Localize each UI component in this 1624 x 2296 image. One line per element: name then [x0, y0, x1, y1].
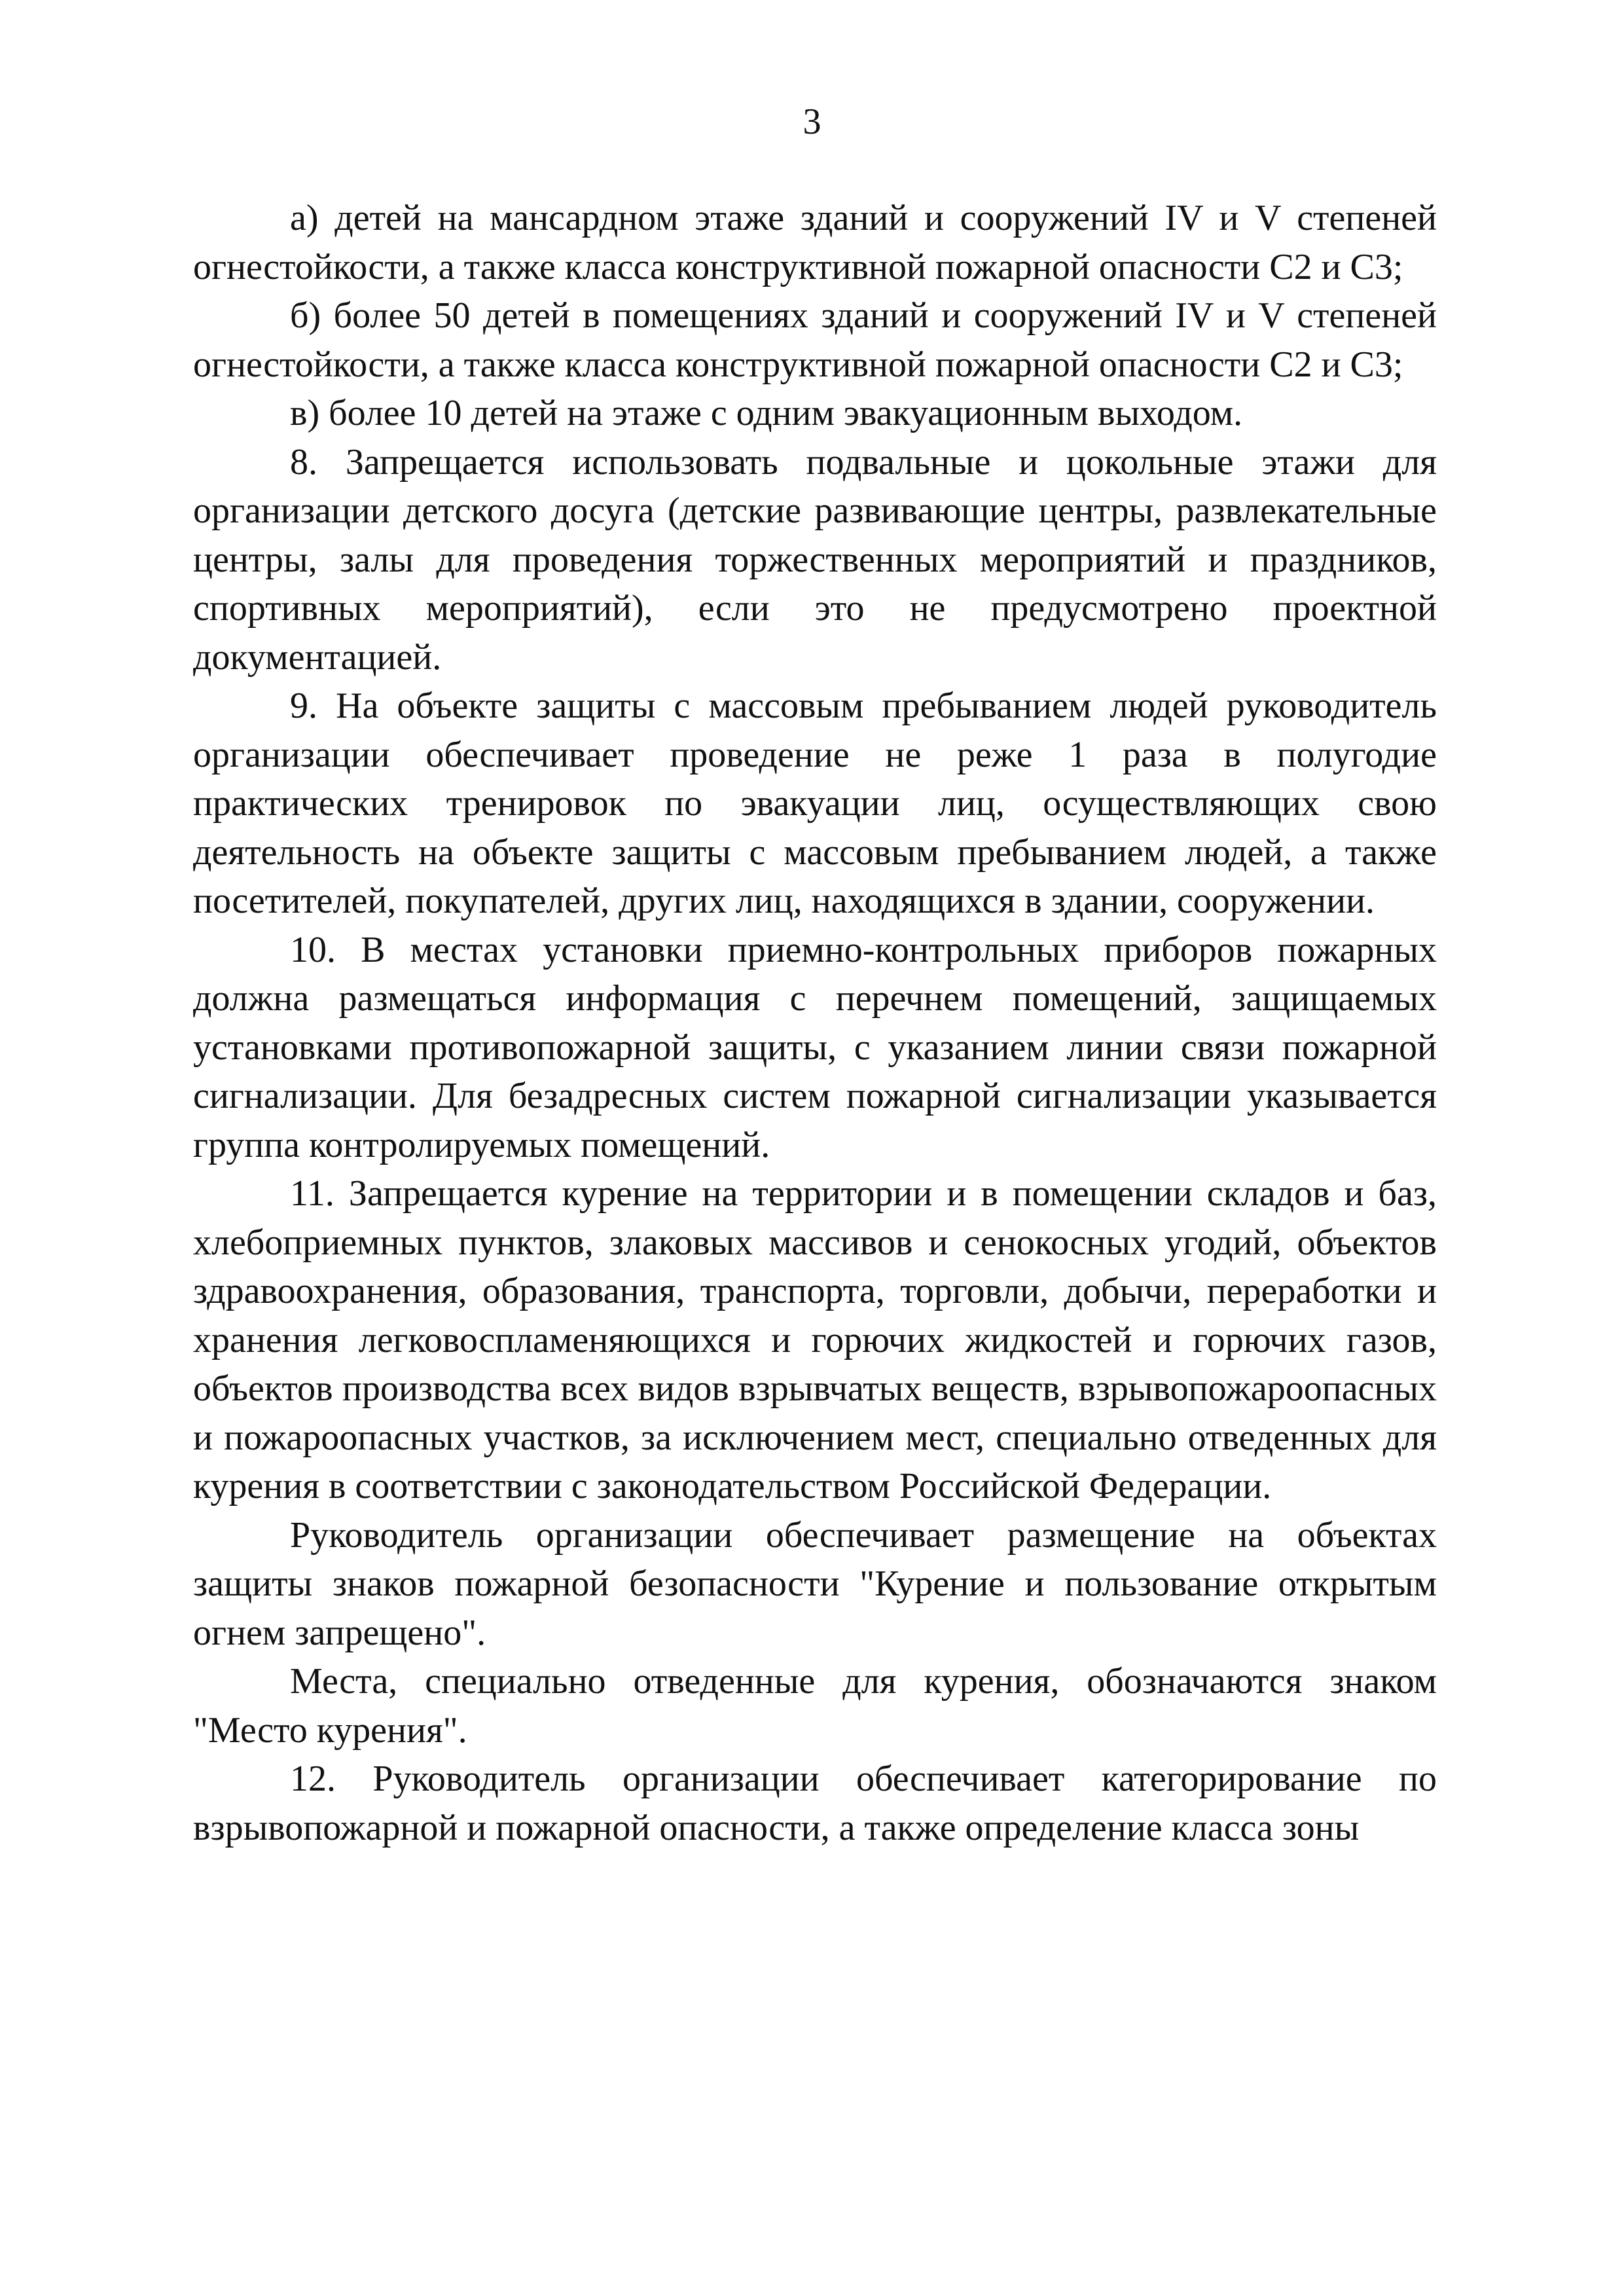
paragraph-7v: в) более 10 детей на этаже с одним эвакуационным выходом.	[290, 393, 1243, 433]
paragraph-11: 11. Запрещается курение на территории и в помещении складов и баз, хлебоприемных пунктов, злаковых массивов и сенокосных угодий, объектов здравоохранения, образования, транспорта, торговли, добычи, переработки и хранения легковоспламеняющихся и горючих жидкостей и горючих газов, объектов производства всех видов взрывчатых веществ, взрывопожароопасных и пожароопасных участков, за исключением мест, специально отведенных для курения в соответствии с законодательством Российской Федерации.	[193, 1173, 1437, 1506]
paragraph-11-smoking-places: Места, специально отведенные для курения, обозначаются знаком "Место курения".	[193, 1661, 1437, 1751]
paragraph-9: 9. На объекте защиты с массовым пребыванием людей руководитель организации обеспечивает проведение не реже 1 раза в полугодие практических тренировок по эвакуации лиц, осуществляющих свою деятельность на объекте защиты с массовым пребыванием людей, а также посетителей, покупателей, других лиц, находящихся в здании, сооружении.	[193, 685, 1437, 921]
paragraph-10: 10. В местах установки приемно-контрольных приборов пожарных должна размещаться информация с перечнем помещений, защищаемых установками противопожарной защиты, с указанием линии связи пожарной сигнализации. Для безадресных систем пожарной сигнализации указывается группа контролируемых помещений.	[193, 929, 1437, 1165]
document-body	[193, 194, 1437, 1852]
paragraph-7a: а) детей на мансардном этаже зданий и сооружений IV и V степеней огнестойкости, а также класса конструктивной пожарной опасности С2 и С3;	[193, 198, 1437, 287]
paragraph-11-signs: Руководитель организации обеспечивает размещение на объектах защиты знаков пожарной безопасности "Курение и пользование открытым огнем запрещено".	[193, 1514, 1437, 1653]
page-number: 3	[803, 101, 821, 142]
paragraph-12: 12. Руководитель организации обеспечивает категорирование по взрывопожарной и пожарной опасности, а также определение класса зоны	[193, 1758, 1437, 1848]
paragraph-7b: б) более 50 детей в помещениях зданий и сооружений IV и V степеней огнестойкости, а также класса конструктивной пожарной опасности С2 и С3;	[193, 295, 1437, 385]
paragraph-8: 8. Запрещается использовать подвальные и цокольные этажи для организации детского досуга (детские развивающие центры, развлекательные центры, залы для проведения торжественных мероприятий и праздников, спортивных мероприятий), если это не предусмотрено проектной документацией.	[193, 441, 1437, 678]
